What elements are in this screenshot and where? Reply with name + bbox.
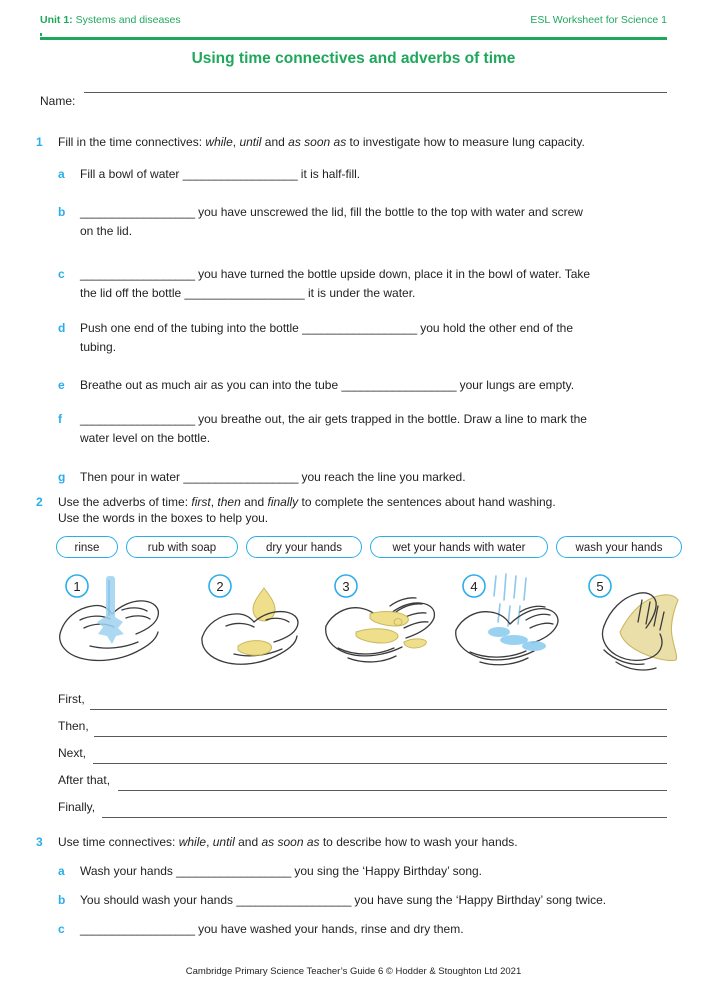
wet-hands-under-water-illustration bbox=[50, 570, 176, 675]
item-letter: f bbox=[58, 412, 62, 426]
step-number-5: 5 bbox=[596, 579, 604, 594]
item-post-text: you have washed your hands, rinse and dry them. bbox=[194, 922, 464, 936]
word-box-rub-with-soap[interactable] bbox=[126, 536, 238, 558]
item-text bbox=[80, 410, 667, 448]
q1-prompt-part-1: Fill in the time connectives: bbox=[58, 135, 206, 149]
q2-keyword-finally: finally bbox=[267, 495, 299, 509]
answer-line-then[interactable] bbox=[58, 719, 667, 739]
question-1-prompt bbox=[58, 133, 667, 152]
step-number-3: 3 bbox=[342, 579, 350, 594]
item-letter: c bbox=[58, 922, 65, 936]
soap-drop-on-palm-illustration bbox=[190, 570, 316, 675]
unit-title: Systems and diseases bbox=[72, 14, 181, 26]
rinse-hands-under-water-illustration bbox=[446, 570, 572, 675]
item-pre-text: Then pour in water bbox=[80, 470, 184, 484]
unit-label bbox=[40, 14, 181, 26]
q2-keyword-first: first bbox=[191, 495, 211, 509]
answer-line-finally[interactable] bbox=[58, 800, 667, 820]
item-text bbox=[80, 376, 667, 395]
q1-prompt-part-2: , bbox=[232, 135, 240, 149]
answer-blank[interactable]: __________________ bbox=[183, 470, 299, 484]
item-letter: c bbox=[58, 267, 65, 281]
answer-blank[interactable]: __________________ bbox=[182, 167, 298, 181]
item-pre-text: Push one end of the tubing into the bottle bbox=[80, 321, 303, 335]
answer-line-rule[interactable] bbox=[102, 817, 667, 818]
item-letter: b bbox=[58, 205, 66, 219]
q3-prompt-part-2: , bbox=[206, 835, 213, 849]
rub-hands-with-soap-illustration bbox=[318, 570, 444, 675]
answer-line-rule[interactable] bbox=[118, 790, 667, 791]
step-number-1: 1 bbox=[73, 579, 81, 594]
dry-hands-with-towel-illustration bbox=[574, 570, 700, 675]
answer-line-label: Next, bbox=[58, 746, 87, 760]
word-box-rinse[interactable] bbox=[56, 536, 118, 558]
answer-blank[interactable]: __________________ bbox=[341, 378, 457, 392]
word-box-label: rub with soap bbox=[147, 542, 217, 554]
q1-keyword-until: until bbox=[239, 135, 262, 149]
item-pre-text: Wash your hands bbox=[80, 864, 177, 878]
word-box-wet-your-hands-with-water[interactable] bbox=[370, 536, 548, 558]
q1-prompt-part-4: to investigate how to measure lung capacity. bbox=[346, 135, 585, 149]
q3-prompt-part-1: Use time connectives: bbox=[58, 835, 179, 849]
question-1-number: 1 bbox=[36, 135, 43, 149]
item-post-text: your lungs are empty. bbox=[456, 378, 575, 392]
question-2-prompt bbox=[58, 494, 667, 526]
item-letter: b bbox=[58, 893, 66, 907]
word-box-label: wet your hands with water bbox=[392, 542, 526, 554]
answer-line-label: Then, bbox=[58, 719, 89, 733]
name-label: Name: bbox=[40, 94, 76, 108]
answer-line-label: First, bbox=[58, 692, 85, 706]
step-number-4: 4 bbox=[470, 579, 478, 594]
page-title: Using time connectives and adverbs of time bbox=[191, 50, 516, 67]
q3-keyword-as-soon-as: as soon as bbox=[261, 835, 320, 849]
answer-blank[interactable]: __________________ bbox=[80, 412, 195, 426]
header-rule-tick bbox=[40, 33, 42, 36]
item-letter: d bbox=[58, 321, 66, 335]
answer-blank[interactable]: __________________ bbox=[236, 893, 352, 907]
item-line-2: on the lid. bbox=[80, 224, 133, 239]
word-box-label: dry your hands bbox=[265, 542, 343, 554]
item-text bbox=[80, 862, 667, 881]
worksheet-label: ESL Worksheet for Science 1 bbox=[530, 14, 667, 26]
unit-number: Unit 1: bbox=[40, 14, 73, 26]
header-rule bbox=[40, 37, 667, 40]
item-post-text: you have turned the bottle upside down, place it in the bowl of water. Take bbox=[194, 267, 591, 281]
q1-prompt-part-3: and bbox=[261, 135, 289, 149]
page-footer: Cambridge Primary Science Teacher’s Guide 6 © Hodder & Stoughton Ltd 2021 bbox=[185, 966, 522, 977]
item-post-text: you sing the ‘Happy Birthday’ song. bbox=[291, 864, 483, 878]
word-box-dry-your-hands[interactable] bbox=[246, 536, 362, 558]
item-pre-text: Breathe out as much air as you can into the tube bbox=[80, 378, 342, 392]
answer-line-rule[interactable] bbox=[94, 736, 667, 737]
q3-keyword-until: until bbox=[212, 835, 235, 849]
item-text bbox=[80, 891, 667, 910]
item-text bbox=[80, 920, 667, 939]
handwashing-illustrations bbox=[40, 570, 670, 675]
item-post-text: you have sung the ‘Happy Birthday’ song twice. bbox=[351, 893, 607, 907]
question-3-number: 3 bbox=[36, 835, 43, 849]
item-text bbox=[80, 319, 667, 357]
step-number-2: 2 bbox=[216, 579, 224, 594]
name-input-line[interactable] bbox=[84, 92, 667, 93]
q3-prompt-part-4: to describe how to wash your hands. bbox=[319, 835, 518, 849]
item-line-2[interactable]: the lid off the bottle __________________ it is under the water. bbox=[80, 286, 416, 301]
item-post-text: you breathe out, the air gets trapped in the bottle. Draw a line to mark the bbox=[194, 412, 587, 426]
q3-prompt-part-3: and bbox=[234, 835, 262, 849]
item-text bbox=[80, 165, 667, 184]
answer-blank[interactable]: __________________ bbox=[80, 267, 195, 281]
item-post-text: you reach the line you marked. bbox=[298, 470, 466, 484]
answer-line-after-that[interactable] bbox=[58, 773, 667, 793]
item-text bbox=[80, 468, 667, 487]
answer-line-rule[interactable] bbox=[90, 709, 667, 710]
answer-blank[interactable]: __________________ bbox=[302, 321, 417, 335]
q1-keyword-while: while bbox=[205, 135, 233, 149]
q3-keyword-while: while bbox=[178, 835, 207, 849]
page-header bbox=[40, 14, 667, 36]
answer-blank[interactable]: __________________ bbox=[80, 922, 195, 936]
word-box-label: rinse bbox=[74, 542, 100, 554]
q2-keyword-then: then bbox=[217, 495, 241, 509]
q2-prompt-part-1: Use the adverbs of time: bbox=[58, 495, 192, 509]
item-pre-text: Fill a bowl of water bbox=[80, 167, 183, 181]
item-post-text: you hold the other end of the bbox=[416, 321, 574, 335]
answer-line-first[interactable] bbox=[58, 692, 667, 712]
q2-prompt-part-3: and bbox=[240, 495, 268, 509]
item-post-text: it is half-fill. bbox=[297, 167, 361, 181]
item-letter: a bbox=[58, 167, 65, 181]
answer-line-label: After that, bbox=[58, 773, 111, 787]
item-letter: g bbox=[58, 470, 66, 484]
question-2-number: 2 bbox=[36, 495, 43, 509]
word-box-wash-your-hands[interactable] bbox=[556, 536, 682, 558]
q2-prompt-line-2: Use the words in the boxes to help you. bbox=[58, 511, 269, 526]
q1-keyword-as-soon-as: as soon as bbox=[288, 135, 347, 149]
word-bank bbox=[56, 536, 666, 560]
item-post-text: you have unscrewed the lid, fill the bottle to the top with water and screw bbox=[194, 205, 583, 219]
item-line-2: tubing. bbox=[80, 340, 117, 355]
answer-blank[interactable]: __________________ bbox=[80, 205, 195, 219]
word-box-label: wash your hands bbox=[575, 542, 663, 554]
item-line-2: water level on the bottle. bbox=[80, 431, 211, 446]
answer-line-rule[interactable] bbox=[93, 763, 667, 764]
item-letter: e bbox=[58, 378, 65, 392]
q2-prompt-part-4: to complete the sentences about hand washing. bbox=[298, 495, 556, 509]
item-text bbox=[80, 265, 667, 303]
item-text bbox=[80, 203, 667, 241]
answer-line-next[interactable] bbox=[58, 746, 667, 766]
item-letter: a bbox=[58, 864, 65, 878]
item-pre-text: You should wash your hands bbox=[80, 893, 237, 907]
question-3-prompt bbox=[58, 833, 667, 852]
q2-prompt-part-2: , bbox=[210, 495, 218, 509]
answer-line-label: Finally, bbox=[58, 800, 96, 814]
answer-blank[interactable]: __________________ bbox=[176, 864, 292, 878]
